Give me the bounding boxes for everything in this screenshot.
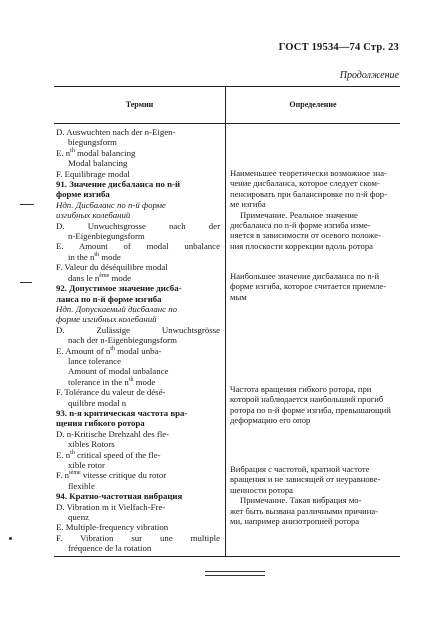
term-column (56, 127, 220, 554)
margin-mark (20, 282, 32, 283)
term-line: E. Amount of $n^{th}$ modal unba- (56, 345, 162, 356)
term-line: D. Vibration m it Vielfach-Fre- (56, 501, 166, 512)
margin-dot (9, 537, 12, 540)
term-title-93: щения гибкого ротора (56, 418, 145, 429)
page-header: ГОСТ 19534—74 Стр. 23 (278, 42, 399, 53)
term-nonpreferred: Ндп. Допускаемый дисбаланс по (56, 303, 178, 314)
column-header-definition: Определение (289, 100, 337, 109)
term-title-91: 91. Значение дисбаланса по n-й (56, 179, 181, 190)
term-line: Amount of modal unbalance (68, 366, 169, 377)
continuation-label: Продолжение (339, 70, 399, 81)
term-line: D. Unwuchtsgrosse nach der (56, 220, 220, 231)
term-line: dans le $n^{ème}$ mode (68, 272, 132, 283)
term-line: fréquence de la rotation (68, 543, 152, 554)
term-line: E. Multiple-frequency vibration (56, 522, 169, 533)
term-line: E. Amount of modal unbalance (56, 241, 220, 252)
term-nonpreferred: форме изгибных колебаний (56, 314, 157, 325)
term-line: D. n-Kritische Drehzahl des fle- (56, 428, 170, 439)
table-header-rule (54, 123, 400, 124)
term-line: Modal balancing (68, 158, 128, 169)
term-line: E. $n^{th}$ modal balancing (56, 147, 136, 158)
definition-92: Наибольшее значение дисбаланса по n-й форме изгиба, которое считается приемле- мым (230, 271, 387, 302)
term-line: F. Valeur du déséquilibre modal (56, 262, 168, 273)
term-nonpreferred: Ндп. Дисбаланс по n-й форме (56, 199, 166, 210)
term-line: flexible (68, 480, 95, 491)
term-line: n-Eigenbiegungsform (68, 231, 145, 242)
term-line: F. Equilibrage modal (56, 168, 130, 179)
term-line: lance tolerance (68, 355, 121, 366)
term-line: F. Tolérance du valeur de désé- (56, 387, 166, 398)
term-line: nach der n-Eigenbiegungsform (68, 335, 177, 346)
term-title-91: форме изгиба (56, 189, 110, 200)
term-line: F. $n^{ième}$ vitesse critique du rotor (56, 470, 167, 481)
term-line: F. Vibration sur une multiple (56, 532, 220, 543)
table-top-rule (54, 86, 400, 87)
table-bottom-rule (54, 556, 400, 557)
term-title-92: ланса по n-й форме изгиба (56, 293, 162, 304)
term-nonpreferred: изгибных колебаний (56, 210, 131, 221)
definition-note: Примечание. Реальное значение (240, 209, 358, 220)
term-line: xibles Rotors (68, 439, 115, 450)
definition-93: Частота вращения гибкого ротора, при которой наблюдается наибольший прогиб ротора по n-й форме изгиба, превышающий деформацию его опор (230, 384, 391, 426)
term-line: D. Auswuchten nach der n-Eigen- (56, 127, 176, 137)
column-divider (225, 86, 226, 557)
term-line: in the $n^{th}$ mode (68, 251, 121, 262)
term-title-93: 93. n-я критическая частота вра- (56, 407, 188, 418)
term-title-92: 92. Допустимое значение дисба- (56, 283, 182, 294)
terms-table (54, 86, 400, 557)
column-header-term: Термин (125, 100, 154, 109)
term-title-94: 94. Кратно-частотная вибрация (56, 491, 183, 502)
term-line: quenz (68, 512, 90, 523)
term-line: quilibre modal n (68, 397, 127, 408)
definition-note: Примечание. Такая вибрация мо- (240, 495, 362, 506)
definition-94: Вибрация с частотой, кратной частоте вращения и не зависящей от неуравнове- шенности ротора Примечание. Такая вибрация мо- жет быть вызвана различными причина- ми, например анизотропией ротора (230, 464, 398, 526)
term-line: E. $n^{th}$ critical speed of the fle- (56, 449, 161, 460)
term-line: tolerance in the $n^{th}$ mode (68, 376, 156, 387)
term-line: D. Zulässige Unwuchtsgrösse (56, 324, 220, 335)
footer-rule (205, 575, 265, 576)
margin-mark (20, 204, 34, 205)
footer-rule (205, 571, 265, 572)
term-line: biegungsform (68, 137, 117, 148)
definition-91: Наименьшее теоретически возможное зна- чение дисбаланса, которое следует ском- пенсировать при балансировке по n-й фор- ме изгиба Примечание. Реальное значение дисбаланса по n-й форме изгиба изме- няется в зависимости от осевого положе- ния плоскости коррекции вдоль ротора (230, 168, 398, 251)
term-line: xible rotor (68, 460, 105, 470)
